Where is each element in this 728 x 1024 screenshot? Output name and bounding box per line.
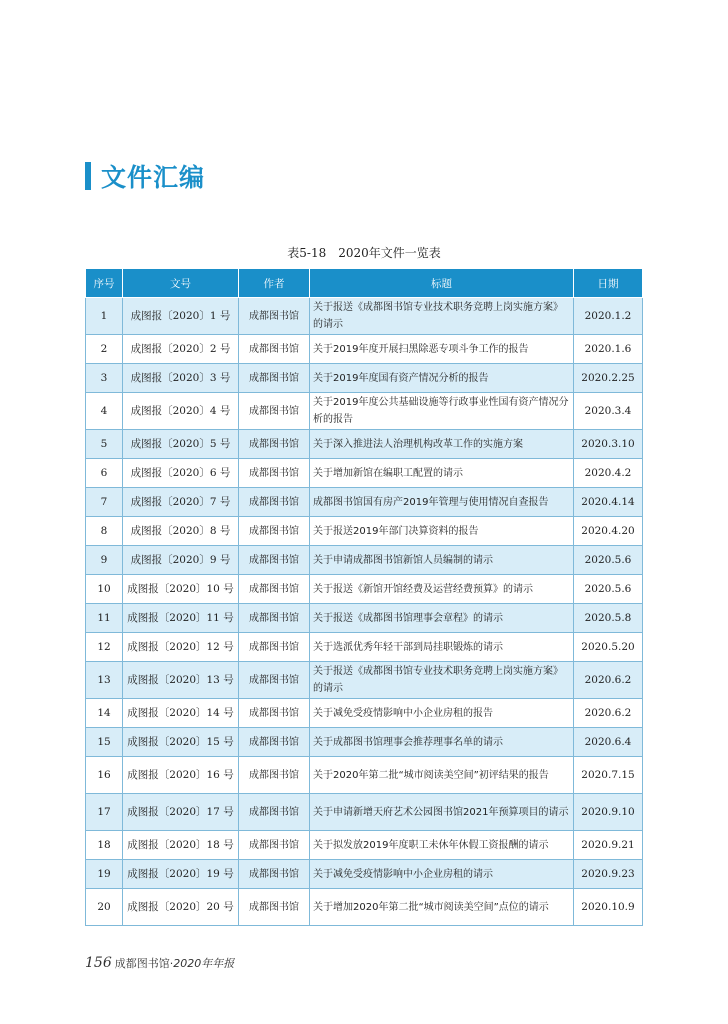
author-cell: 成都图书馆 — [239, 794, 310, 831]
page-number: 156 — [85, 955, 112, 971]
table-row — [86, 393, 643, 430]
table-row — [86, 633, 643, 662]
row-number-cell: 10 — [86, 575, 123, 604]
table-row — [86, 860, 643, 889]
date-cell: 2020.9.21 — [574, 831, 643, 860]
date-cell: 2020.3.10 — [574, 430, 643, 459]
row-number-cell: 5 — [86, 430, 123, 459]
title-cell: 关于拟发放2019年度职工未休年休假工资报酬的请示 — [310, 831, 574, 860]
author-cell: 成都图书馆 — [239, 459, 310, 488]
date-cell: 2020.4.20 — [574, 517, 643, 546]
title-cell: 关于增加2020年第二批“城市阅读美空间”点位的请示 — [310, 889, 574, 926]
row-number-cell: 13 — [86, 662, 123, 699]
row-number-cell: 16 — [86, 757, 123, 794]
date-cell: 2020.1.6 — [574, 335, 643, 364]
title-cell: 关于选派优秀年轻干部到局挂职锻炼的请示 — [310, 633, 574, 662]
date-cell: 2020.5.8 — [574, 604, 643, 633]
table-row — [86, 546, 643, 575]
row-number-cell: 17 — [86, 794, 123, 831]
row-number-cell: 8 — [86, 517, 123, 546]
author-cell: 成都图书馆 — [239, 633, 310, 662]
date-cell: 2020.6.2 — [574, 662, 643, 699]
title-cell: 关于2019年度开展扫黑除恶专项斗争工作的报告 — [310, 335, 574, 364]
date-cell: 2020.2.25 — [574, 364, 643, 393]
author-cell: 成都图书馆 — [239, 546, 310, 575]
doc-number-cell: 成图报〔2020〕18 号 — [123, 831, 239, 860]
author-cell: 成都图书馆 — [239, 831, 310, 860]
author-cell: 成都图书馆 — [239, 430, 310, 459]
table-caption: 表5-18 2020年文件一览表 — [287, 246, 441, 260]
title-cell: 关于申请新增天府艺术公园图书馆2021年预算项目的请示 — [310, 794, 574, 831]
doc-number-cell: 成图报〔2020〕16 号 — [123, 757, 239, 794]
doc-number-cell: 成图报〔2020〕5 号 — [123, 430, 239, 459]
row-number-cell: 6 — [86, 459, 123, 488]
title-cell: 关于2019年度公共基础设施等行政事业性国有资产情况分析的报告 — [310, 393, 574, 430]
table-row — [86, 364, 643, 393]
section-heading — [85, 158, 205, 194]
row-number-cell: 14 — [86, 699, 123, 728]
row-number-cell: 11 — [86, 604, 123, 633]
doc-number-cell: 成图报〔2020〕2 号 — [123, 335, 239, 364]
row-number-cell: 9 — [86, 546, 123, 575]
author-cell: 成都图书馆 — [239, 488, 310, 517]
doc-number-cell: 成图报〔2020〕9 号 — [123, 546, 239, 575]
doc-number-cell: 成图报〔2020〕4 号 — [123, 393, 239, 430]
author-cell: 成都图书馆 — [239, 604, 310, 633]
table-row — [86, 575, 643, 604]
title-cell: 关于成都图书馆理事会推荐理事名单的请示 — [310, 728, 574, 757]
date-cell: 2020.6.2 — [574, 699, 643, 728]
table-row — [86, 298, 643, 335]
doc-number-cell: 成图报〔2020〕12 号 — [123, 633, 239, 662]
doc-number-cell: 成图报〔2020〕6 号 — [123, 459, 239, 488]
footer-publication: 成都图书馆 — [114, 957, 170, 970]
author-cell: 成都图书馆 — [239, 699, 310, 728]
row-number-cell: 7 — [86, 488, 123, 517]
row-number-cell: 12 — [86, 633, 123, 662]
table-row — [86, 794, 643, 831]
date-cell: 2020.1.2 — [574, 298, 643, 335]
title-cell: 关于报送《成都图书馆理事会章程》的请示 — [310, 604, 574, 633]
date-cell: 2020.5.6 — [574, 546, 643, 575]
doc-number-cell: 成图报〔2020〕1 号 — [123, 298, 239, 335]
title-cell: 关于深入推进法人治理机构改革工作的实施方案 — [310, 430, 574, 459]
row-number-cell: 2 — [86, 335, 123, 364]
row-number-cell: 3 — [86, 364, 123, 393]
title-cell: 关于报送《成都图书馆专业技术职务竞聘上岗实施方案》的请示 — [310, 662, 574, 699]
row-number-cell: 4 — [86, 393, 123, 430]
date-cell: 2020.5.20 — [574, 633, 643, 662]
document-table — [85, 268, 643, 926]
table-row — [86, 699, 643, 728]
row-number-cell: 20 — [86, 889, 123, 926]
table-row — [86, 335, 643, 364]
title-cell: 关于报送2019年部门决算资料的报告 — [310, 517, 574, 546]
header-doc-number: 文号 — [123, 269, 239, 298]
author-cell: 成都图书馆 — [239, 575, 310, 604]
table-row — [86, 459, 643, 488]
doc-number-cell: 成图报〔2020〕7 号 — [123, 488, 239, 517]
table-row — [86, 517, 643, 546]
author-cell: 成都图书馆 — [239, 728, 310, 757]
header-date: 日期 — [574, 269, 643, 298]
date-cell: 2020.9.10 — [574, 794, 643, 831]
date-cell: 2020.5.6 — [574, 575, 643, 604]
title-cell: 关于增加新馆在编职工配置的请示 — [310, 459, 574, 488]
date-cell: 2020.4.14 — [574, 488, 643, 517]
author-cell: 成都图书馆 — [239, 298, 310, 335]
doc-number-cell: 成图报〔2020〕10 号 — [123, 575, 239, 604]
author-cell: 成都图书馆 — [239, 889, 310, 926]
doc-number-cell: 成图报〔2020〕20 号 — [123, 889, 239, 926]
title-cell: 关于申请成都图书馆新馆人员编制的请示 — [310, 546, 574, 575]
date-cell: 2020.10.9 — [574, 889, 643, 926]
page-footer — [85, 955, 234, 971]
doc-number-cell: 成图报〔2020〕11 号 — [123, 604, 239, 633]
doc-number-cell: 成图报〔2020〕15 号 — [123, 728, 239, 757]
title-cell: 关于2019年度国有资产情况分析的报告 — [310, 364, 574, 393]
author-cell: 成都图书馆 — [239, 335, 310, 364]
date-cell: 2020.6.4 — [574, 728, 643, 757]
doc-number-cell: 成图报〔2020〕8 号 — [123, 517, 239, 546]
date-cell: 2020.9.23 — [574, 860, 643, 889]
table-row — [86, 430, 643, 459]
table-row — [86, 604, 643, 633]
footer-subtitle: 2020年年报 — [173, 957, 235, 970]
table-row — [86, 488, 643, 517]
author-cell: 成都图书馆 — [239, 364, 310, 393]
title-cell: 关于报送《成都图书馆专业技术职务竞聘上岗实施方案》的请示 — [310, 298, 574, 335]
doc-number-cell: 成图报〔2020〕13 号 — [123, 662, 239, 699]
doc-number-cell: 成图报〔2020〕17 号 — [123, 794, 239, 831]
row-number-cell: 15 — [86, 728, 123, 757]
table-row — [86, 757, 643, 794]
title-cell: 关于减免受疫情影响中小企业房租的报告 — [310, 699, 574, 728]
table-row — [86, 728, 643, 757]
table-body — [86, 298, 643, 926]
title-cell: 关于减免受疫情影响中小企业房租的请示 — [310, 860, 574, 889]
row-number-cell: 18 — [86, 831, 123, 860]
author-cell: 成都图书馆 — [239, 662, 310, 699]
table-row — [86, 889, 643, 926]
row-number-cell: 1 — [86, 298, 123, 335]
title-cell: 关于2020年第二批“城市阅读美空间”初评结果的报告 — [310, 757, 574, 794]
doc-number-cell: 成图报〔2020〕3 号 — [123, 364, 239, 393]
doc-number-cell: 成图报〔2020〕14 号 — [123, 699, 239, 728]
doc-number-cell: 成图报〔2020〕19 号 — [123, 860, 239, 889]
section-title: 文件汇编 — [101, 163, 206, 192]
author-cell: 成都图书馆 — [239, 860, 310, 889]
footer-separator: · — [169, 957, 174, 970]
date-cell: 2020.3.4 — [574, 393, 643, 430]
table-row — [86, 831, 643, 860]
header-number: 序号 — [86, 269, 123, 298]
header-title: 标题 — [310, 269, 574, 298]
row-number-cell: 19 — [86, 860, 123, 889]
section-accent-bar — [85, 162, 91, 190]
header-author: 作者 — [239, 269, 310, 298]
author-cell: 成都图书馆 — [239, 517, 310, 546]
date-cell: 2020.7.15 — [574, 757, 643, 794]
title-cell: 关于报送《新馆开馆经费及运营经费预算》的请示 — [310, 575, 574, 604]
title-cell: 成都图书馆国有房产2019年管理与使用情况自查报告 — [310, 488, 574, 517]
date-cell: 2020.4.2 — [574, 459, 643, 488]
author-cell: 成都图书馆 — [239, 757, 310, 794]
table-header-row — [86, 269, 643, 298]
table-row — [86, 662, 643, 699]
author-cell: 成都图书馆 — [239, 393, 310, 430]
